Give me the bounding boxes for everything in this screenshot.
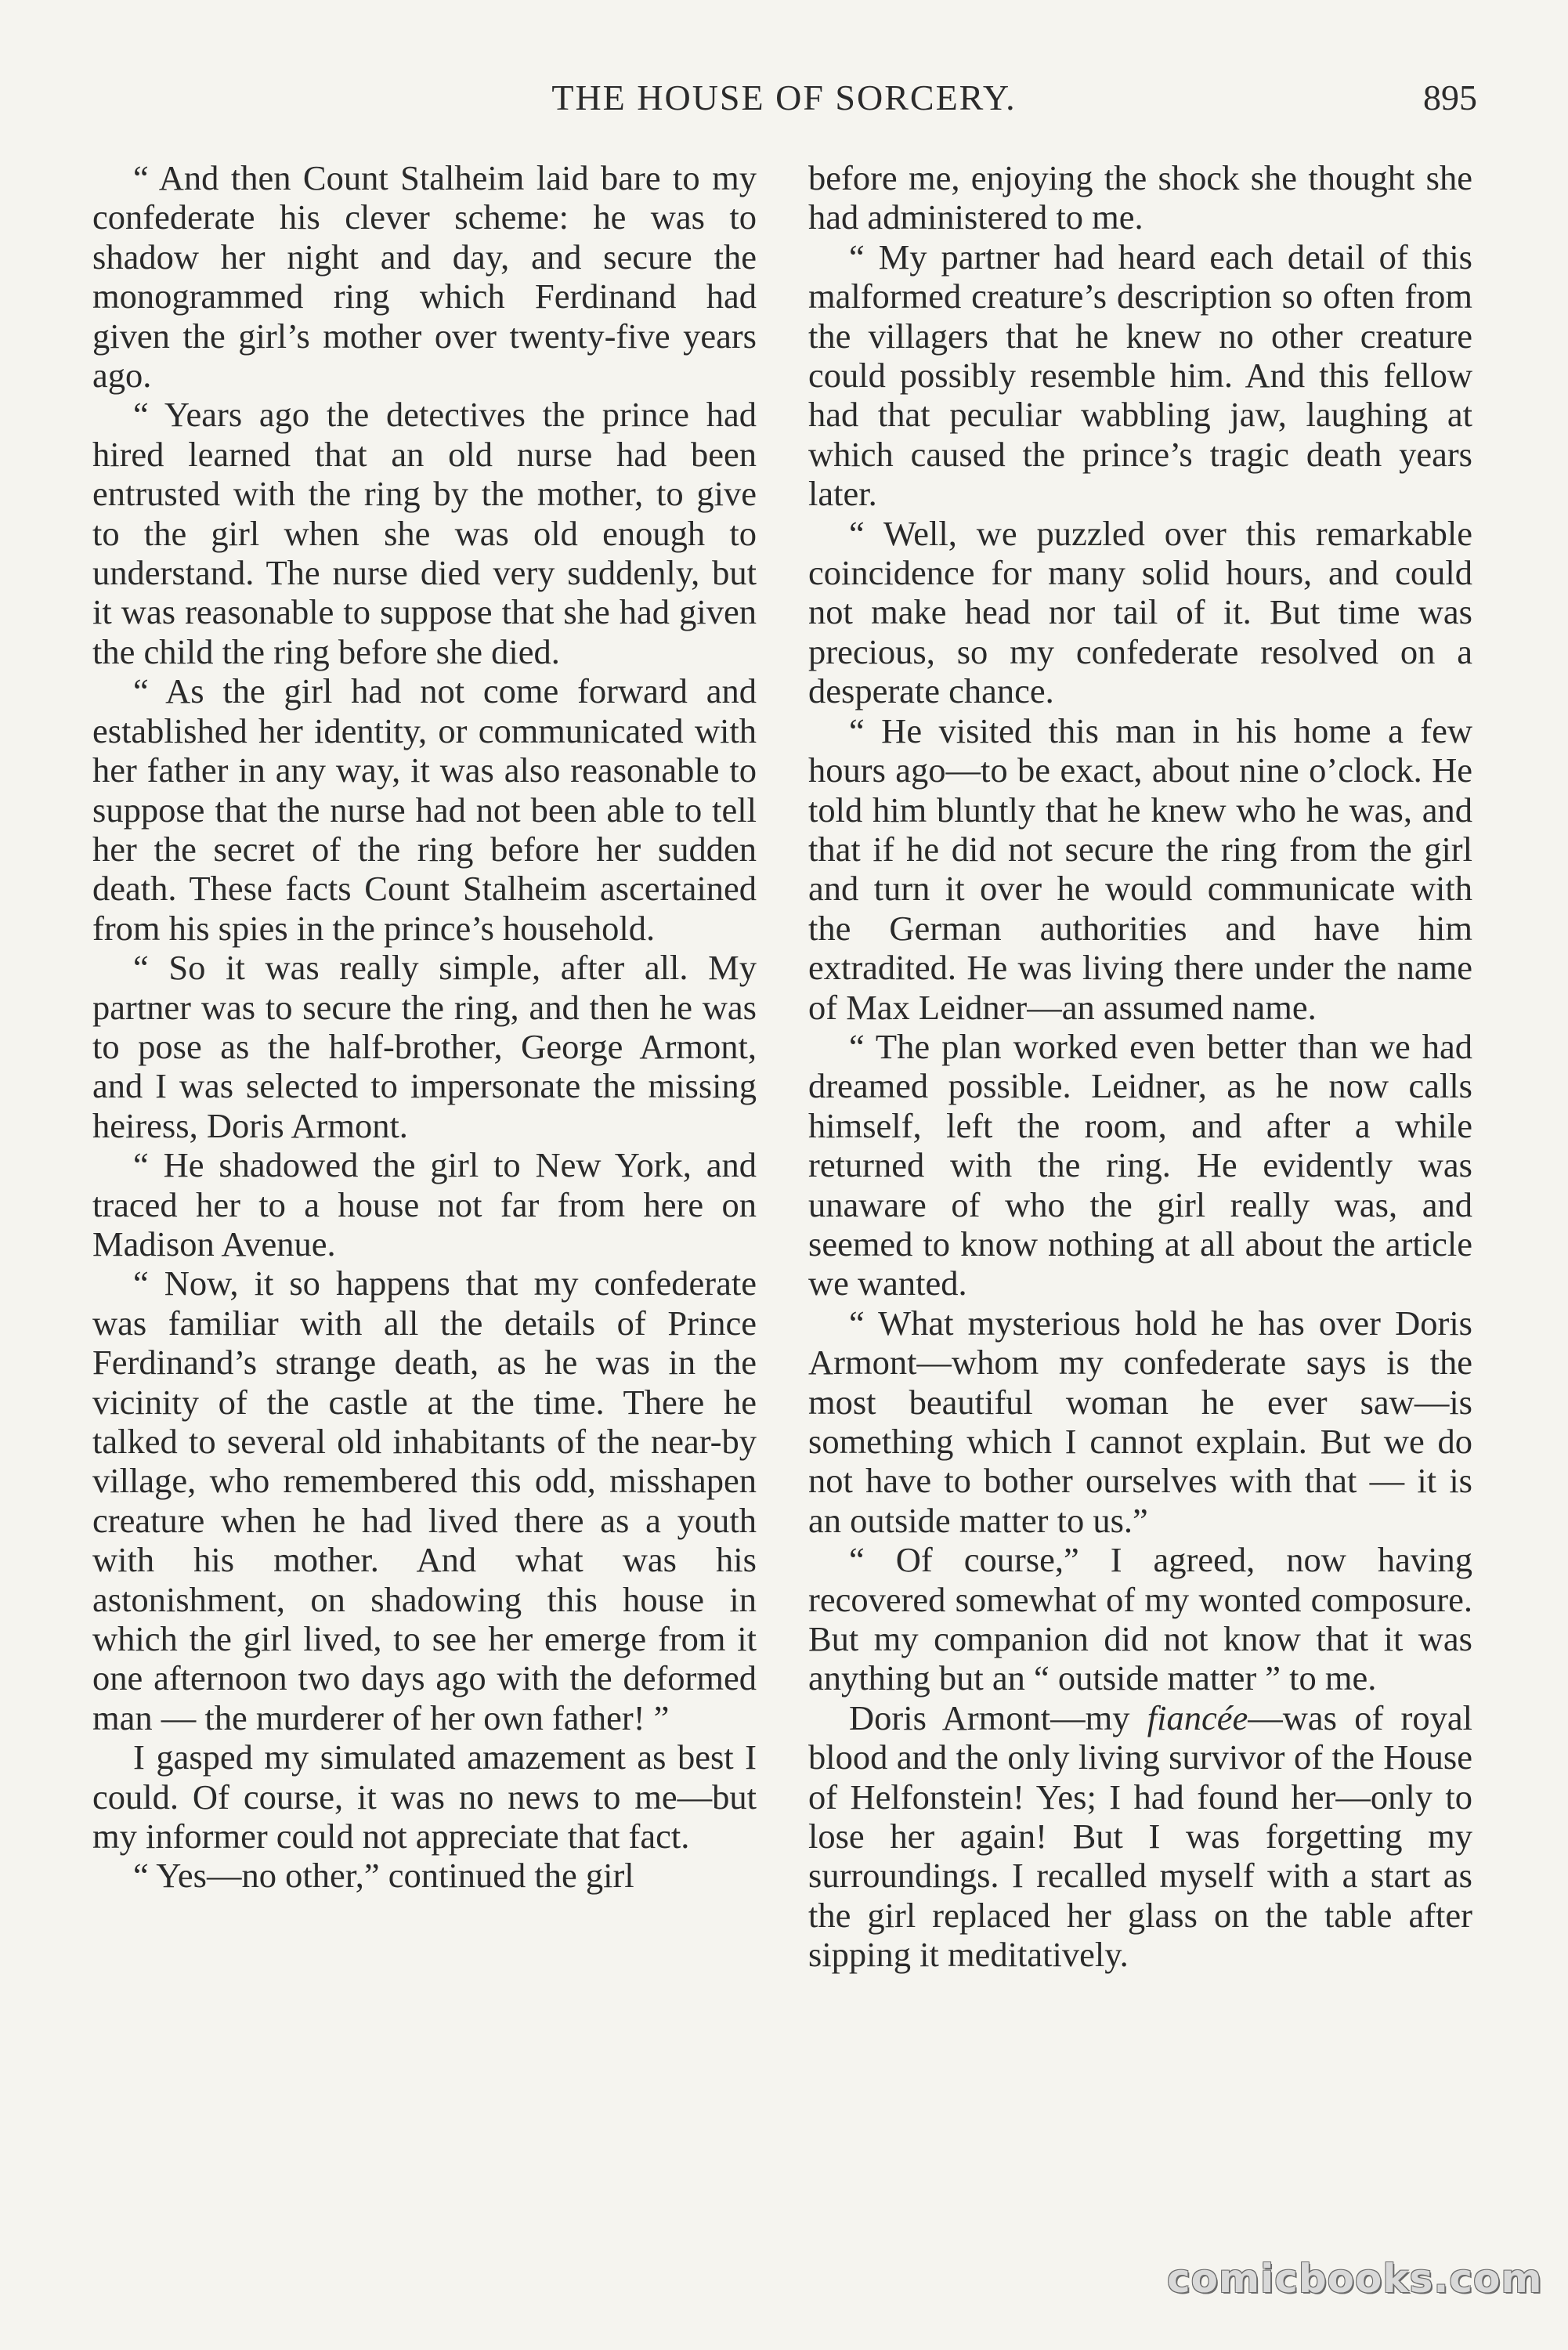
paragraph: “ Years ago the detectives the prince had hired learned that an old nurse had been entrusted with the ring by the mother, to give to the girl when she was old enough to understand. The nurse died very suddenly, but it was reasonable to suppose that she had given the child the ring before she died. bbox=[92, 395, 757, 671]
paragraph: “ Of course,” I agreed, now having recovered somewhat of my wonted composure. But my companion did not know that it was anything but an “ outside matter ” to me. bbox=[808, 1540, 1472, 1698]
text-run: —was of royal blood and the only living survivor of the House of Helfonstein! Yes; I had found her—only to lose her again! But I was forgetting my surroundings. I recalled myself with a start as the girl replaced her glass on the table after sipping it meditatively. bbox=[808, 1697, 1472, 1975]
paragraph: “ My partner had heard each detail of this malformed creature’s description so often from the villagers that he knew no other creature could possibly resemble him. And this fellow had that peculiar wabbling jaw, laughing at which caused the prince’s tragic death years later. bbox=[808, 237, 1472, 514]
italic-word: fiancée bbox=[1147, 1697, 1248, 1737]
paragraph: “ The plan worked even better than we had dreamed possible. Leidner, as he now calls himself, left the room, and after a while returned with the ring. He evidently was unaware of who the girl really was, and seemed to know nothing at all about the article we wanted. bbox=[808, 1026, 1472, 1303]
running-head bbox=[0, 77, 1568, 124]
text-run: Doris Armont—my bbox=[849, 1697, 1147, 1737]
paragraph: “ What mysterious hold he has over Doris Armont—whom my confederate says is the most beautiful woman he ever saw—is something which I cannot explain. But we do not have to bother ourselves with that — it is an outside matter to us.” bbox=[808, 1303, 1472, 1540]
right-column bbox=[808, 158, 1472, 1975]
paragraph: “ As the girl had not come forward and established her identity, or communicated with her father in any way, it was also reasonable to suppose that the nurse had not been able to tell her the secret of the ring before her sudden death. These facts Count Stalheim ascertained from his spies in the prince’s household. bbox=[92, 671, 757, 948]
paragraph: “ He shadowed the girl to New York, and traced her to a house not far from here on Madison Avenue. bbox=[92, 1145, 757, 1264]
watermark-logo: comicbooks.com bbox=[1167, 2256, 1543, 2301]
paragraph: “ He visited this man in his home a few hours ago—to be exact, about nine o’clock. He told him bluntly that he knew who he was, and that if he did not secure the ring from the girl and turn it over he would communicate with the German authorities and have him extradited. He was living there under the name of Max Leidner—an assumed name. bbox=[808, 710, 1472, 1027]
page-number: 895 bbox=[1423, 78, 1477, 118]
paragraph: “ And then Count Stalheim laid bare to my confederate his clever scheme: he was to shadow her night and day, and secure the monogrammed ring which Ferdinand had given the girl’s mother over twenty-five years ago. bbox=[92, 158, 757, 396]
paragraph-continuation: before me, enjoying the shock she thought she had administered to me. bbox=[808, 158, 1472, 237]
paragraph-fiancee bbox=[808, 1698, 1472, 1975]
paragraph: I gasped my simulated amazement as best I could. Of course, it was no news to me—but my informer could not appreciate that fact. bbox=[92, 1737, 757, 1856]
paragraph: “ Now, it so happens that my confederate was familiar with all the details of Prince Ferdinand’s strange death, as he was in the vicinity of the castle at the time. There he talked to several old inhabitants of the near-by village, who remembered this odd, misshapen creature when he had lived there as a youth with his mother. And what was his astonishment, on shadowing this house in which the girl lived, to see her emerge from it one afternoon two days ago with the deformed man — the murderer of her own father! ” bbox=[92, 1264, 757, 1737]
paragraph: “ Yes—no other,” continued the girl bbox=[133, 1856, 634, 1896]
running-title: THE HOUSE OF SORCERY. bbox=[551, 78, 1017, 118]
paragraph: “ So it was really simple, after all. My partner was to secure the ring, and then he was to pose as the half-brother, George Armont, and I was selected to impersonate the missing heiress, Doris Armont. bbox=[92, 948, 757, 1145]
left-column bbox=[92, 158, 757, 1896]
paragraph: “ Well, we puzzled over this remarkable coincidence for many solid hours, and could not make head nor tail of it. But time was precious, so my confederate resolved on a desperate chance. bbox=[808, 513, 1472, 711]
